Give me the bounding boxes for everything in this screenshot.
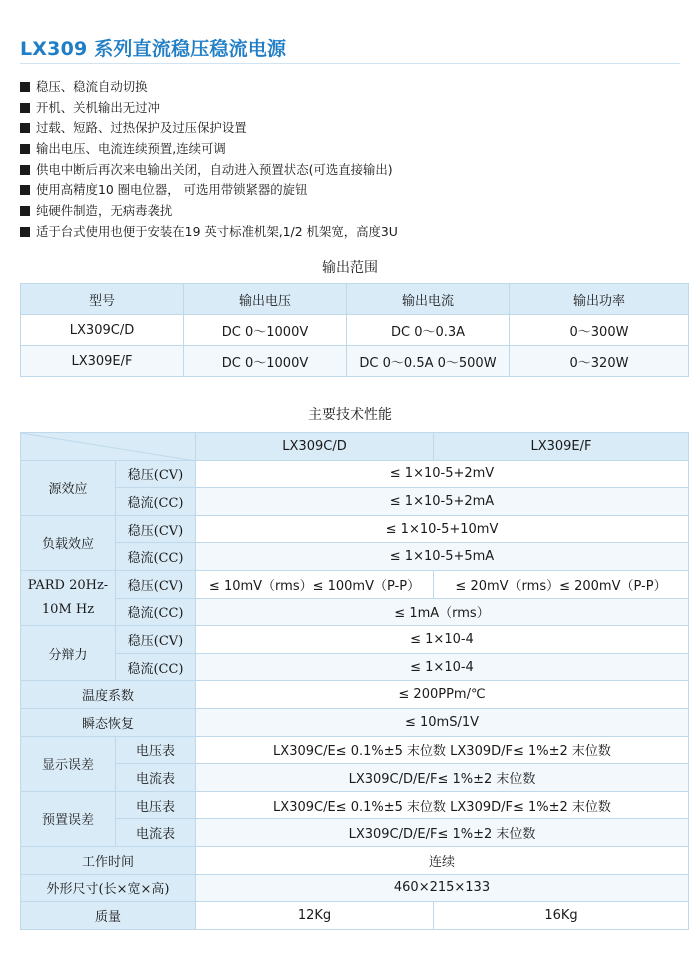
- bullet-square-icon: [20, 165, 30, 175]
- table-cell: ≤ 1×10-5+2mA: [196, 488, 689, 516]
- header-cell-cd: LX309C/D: [196, 433, 434, 461]
- table-row: [21, 846, 689, 874]
- specs-table: [20, 432, 689, 930]
- table-cell: ≤ 1mA（rms）: [196, 598, 689, 626]
- row-label-weight: 质量: [21, 902, 196, 930]
- sub-label: 稳压(CV): [116, 626, 196, 654]
- table-cell: LX309C/E≤ 0.1%±5 末位数 LX309D/F≤ 1%±2 末位数: [196, 736, 689, 764]
- table-row: [21, 570, 689, 598]
- output-range-title: 输出范围: [322, 260, 378, 276]
- row-label-preset-error: 预置误差: [21, 791, 116, 846]
- table-cell: ≤ 200PPm/℃: [196, 681, 689, 709]
- bullet-square-icon: [20, 227, 30, 237]
- bullet-square-icon: [20, 123, 30, 133]
- table-cell: DC 0～1000V: [184, 315, 347, 346]
- table-header-row: [21, 284, 689, 315]
- feature-item: 纯硬件制造，无病毒袭扰: [20, 201, 398, 222]
- bullet-square-icon: [20, 82, 30, 92]
- header-cell-ef: LX309E/F: [434, 433, 689, 461]
- corner-cell: [21, 433, 196, 461]
- row-label-transient: 瞬态恢复: [21, 708, 196, 736]
- row-label-temp-coeff: 温度系数: [21, 681, 196, 709]
- table-cell: LX309C/D: [21, 315, 184, 346]
- table-cell: LX309C/D/E/F≤ 1%±2 末位数: [196, 819, 689, 847]
- table-cell: ≤ 20mV（rms）≤ 200mV（P-P）: [434, 570, 689, 598]
- feature-item: 过载、短路、过热保护及过压保护设置: [20, 118, 398, 139]
- table-cell: ≤ 1×10-5+2mV: [196, 460, 689, 488]
- table-cell: ≤ 1×10-4: [196, 653, 689, 681]
- table-cell: ≤ 10mV（rms）≤ 100mV（P-P）: [196, 570, 434, 598]
- table-row: [21, 653, 689, 681]
- table-row: [21, 515, 689, 543]
- sub-label: 电压表: [116, 736, 196, 764]
- specs-title: 主要技术性能: [308, 407, 392, 423]
- table-row: [21, 819, 689, 847]
- header-cell-current: 输出电流: [347, 284, 510, 315]
- diagonal-line: [21, 433, 196, 460]
- feature-item: 使用高精度10 圈电位器， 可选用带锁紧器的旋钮: [20, 180, 398, 201]
- bullet-square-icon: [20, 144, 30, 154]
- feature-item: 开机、关机输出无过冲: [20, 98, 398, 119]
- table-cell: ≤ 1×10-5+5mA: [196, 543, 689, 571]
- sub-label: 电流表: [116, 764, 196, 792]
- feature-list: [20, 77, 398, 243]
- sub-label: 稳流(CC): [116, 488, 196, 516]
- table-cell: 12Kg: [196, 902, 434, 930]
- sub-label: 稳流(CC): [116, 598, 196, 626]
- table-cell: ≤ 1×10-5+10mV: [196, 515, 689, 543]
- feature-item: 供电中断后再次来电输出关闭，自动进入预置状态(可选直接输出): [20, 160, 398, 181]
- pard-label-line2: 10M Hz: [41, 602, 95, 618]
- table-row: [21, 708, 689, 736]
- sub-label: 稳压(CV): [116, 460, 196, 488]
- table-cell: LX309C/D/E/F≤ 1%±2 末位数: [196, 764, 689, 792]
- table-row: [21, 598, 689, 626]
- title-divider: [20, 63, 680, 64]
- table-row: [21, 315, 689, 346]
- table-row: [21, 681, 689, 709]
- table-cell: DC 0～0.5A 0～500W: [347, 346, 510, 377]
- table-row: [21, 626, 689, 654]
- table-row: [21, 764, 689, 792]
- table-cell: 16Kg: [434, 902, 689, 930]
- bullet-square-icon: [20, 185, 30, 195]
- row-label-dimensions: 外形尺寸(长×宽×高): [21, 874, 196, 902]
- table-row: [21, 791, 689, 819]
- table-row: [21, 874, 689, 902]
- bullet-square-icon: [20, 103, 30, 113]
- feature-item: 稳压、稳流自动切换: [20, 77, 398, 98]
- table-cell: LX309C/E≤ 0.1%±5 末位数 LX309D/F≤ 1%±2 末位数: [196, 791, 689, 819]
- row-label-display-error: 显示误差: [21, 736, 116, 791]
- table-cell: 0～300W: [510, 315, 689, 346]
- feature-item: 适于台式使用也便于安装在19 英寸标准机架,1/2 机架宽，高度3U: [20, 222, 398, 243]
- header-cell-model: 型号: [21, 284, 184, 315]
- sub-label: 稳压(CV): [116, 570, 196, 598]
- pard-label-line1: PARD 20Hz-: [27, 578, 109, 594]
- row-label-load-effect: 负载效应: [21, 515, 116, 570]
- row-label-work-time: 工作时间: [21, 846, 196, 874]
- sub-label: 电压表: [116, 791, 196, 819]
- row-label-resolution: 分辩力: [21, 626, 116, 681]
- table-row: [21, 736, 689, 764]
- header-cell-voltage: 输出电压: [184, 284, 347, 315]
- table-row: [21, 902, 689, 930]
- feature-item: 输出电压、电流连续预置,连续可调: [20, 139, 398, 160]
- table-row: [21, 488, 689, 516]
- table-header-row: [21, 433, 689, 461]
- table-row: [21, 543, 689, 571]
- table-cell: LX309E/F: [21, 346, 184, 377]
- table-cell: ≤ 1×10-4: [196, 626, 689, 654]
- output-range-table: [20, 283, 689, 377]
- table-cell: DC 0～0.3A: [347, 315, 510, 346]
- bullet-square-icon: [20, 206, 30, 216]
- sub-label: 稳流(CC): [116, 543, 196, 571]
- table-row: [21, 460, 689, 488]
- sub-label: 电流表: [116, 819, 196, 847]
- page-title: LX309 系列直流稳压稳流电源: [20, 38, 287, 60]
- row-label-source-effect: 源效应: [21, 460, 116, 515]
- sub-label: 稳流(CC): [116, 653, 196, 681]
- row-label-pard: [21, 570, 116, 625]
- table-row: [21, 346, 689, 377]
- table-cell: DC 0～1000V: [184, 346, 347, 377]
- table-cell: 连续: [196, 846, 689, 874]
- header-cell-power: 输出功率: [510, 284, 689, 315]
- table-cell: 0～320W: [510, 346, 689, 377]
- table-cell: 460×215×133: [196, 874, 689, 902]
- table-cell: ≤ 10mS/1V: [196, 708, 689, 736]
- sub-label: 稳压(CV): [116, 515, 196, 543]
